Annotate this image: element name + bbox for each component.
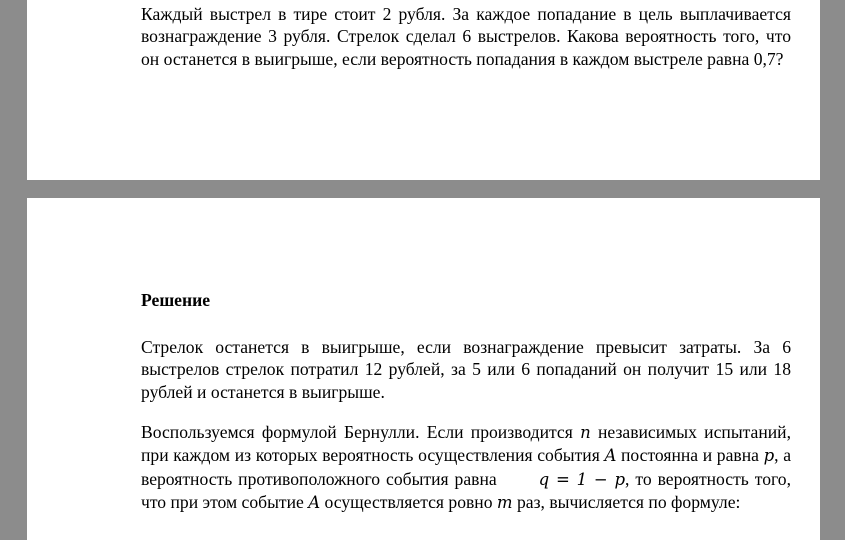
paragraph-2-text: , то вероятность того, что при этом событие [141,468,791,512]
paragraph-2-text: , а вероятность противоположного события равна [141,445,792,489]
paragraph-2-text: постоянна и равна [616,445,764,466]
paragraph-2-text: независимых испытаний, при каждом из которых вероятность осуществления события [141,422,791,466]
math-formula-q: q = 1 − p [538,469,626,489]
paragraph-2-text: Воспользуемся формулой Бернулли. Если производится [141,422,581,442]
solution-paragraph-1: Стрелок останется в выигрыше, если вознаграждение превысит затраты. За 6 выстрелов стрелок потратил 12 рублей, за 5 или 6 попаданий он получит 15 или 18 рублей и останется в выигрыше. [141,337,791,402]
problem-statement: Каждый выстрел в тире стоит 2 рубля. За каждое попадание в цель выплачивается вознаграждение 3 рубля. Стрелок сделал 6 выстрелов. Какова вероятность того, что он останется в выигрыше, если вероятность попадания в каждом выстреле равна 0,7? [141,4,791,69]
math-var-a: A [604,446,617,466]
document-page-1 [27,0,820,180]
math-var-a: A [308,492,321,512]
solution-heading: Решение [141,290,211,310]
paragraph-2-text: раз, вычисляется по формуле: [512,491,741,512]
math-var-m: m [496,492,513,512]
math-var-n: n [580,423,591,442]
paragraph-2-text: осуществляется ровно [320,491,497,512]
solution-paragraph-2 [141,421,791,514]
math-var-p: p [763,446,775,466]
document-page-2 [27,198,820,540]
